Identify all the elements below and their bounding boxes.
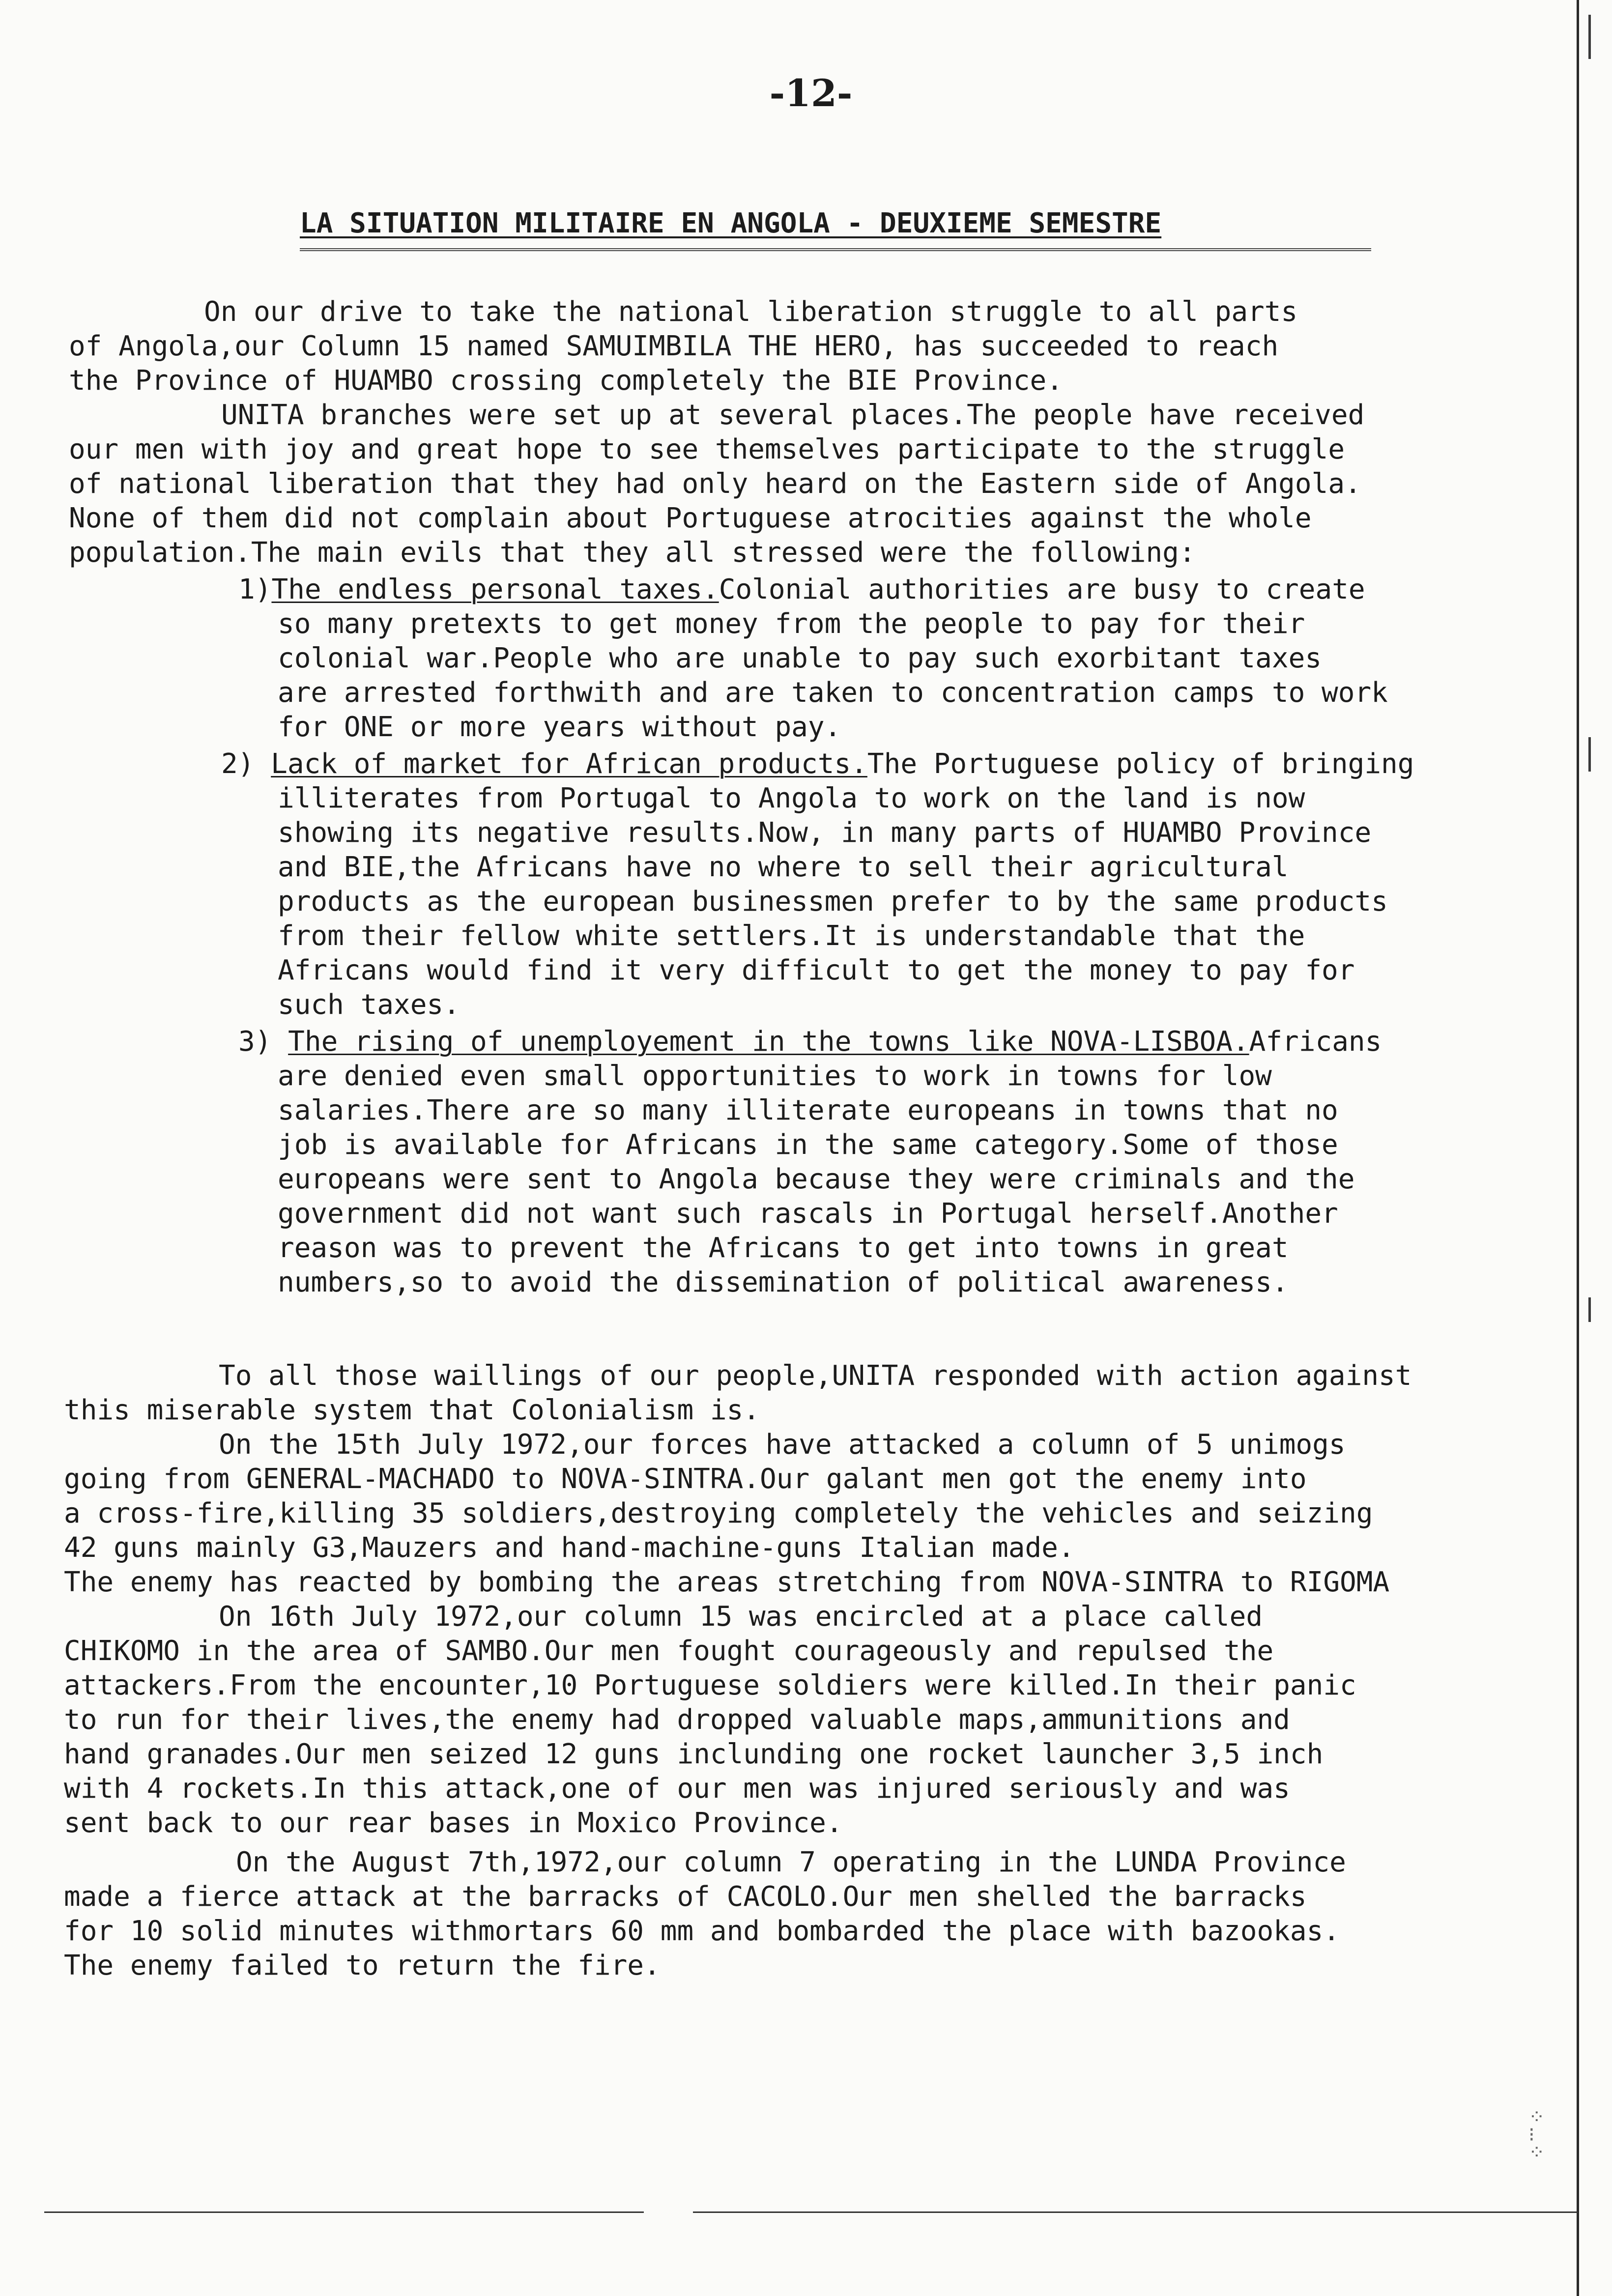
text-line: to run for their lives,the enemy had dropped valuable maps,ammunitions and: [64, 1704, 1290, 1736]
text-line: Africans would find it very difficult to get the money to pay for: [278, 954, 1355, 986]
underlined-heading: The endless personal taxes.: [271, 574, 719, 605]
text-line: of national liberation that they had only heard on the Eastern side of Angola.: [69, 468, 1361, 500]
text-line: job is available for Africans in the same category.Some of those: [278, 1129, 1338, 1161]
line-continuation: Colonial authorities are busy to create: [719, 574, 1365, 605]
text-line: salaries.There are so many illiterate europeans in towns that no: [278, 1094, 1338, 1126]
list-marker: 3): [238, 1026, 288, 1058]
text-line: such taxes.: [278, 989, 460, 1021]
list-marker: 2): [221, 748, 271, 780]
text-line: europeans were sent to Angola because they were criminals and the: [278, 1163, 1355, 1195]
text-line: population.The main evils that they all stressed were the following:: [69, 537, 1196, 569]
text-line: colonial war.People who are unable to pay such exorbitant taxes: [278, 642, 1322, 674]
underlined-heading: Lack of market for African products.: [271, 748, 867, 780]
text-line: The enemy has reacted by bombing the areas stretching from NOVA-SINTRA to RIGOMA: [64, 1566, 1390, 1598]
text-line: sent back to our rear bases in Moxico Province.: [64, 1807, 843, 1839]
text-line: with 4 rockets.In this attack,one of our men was injured seriously and was: [64, 1773, 1290, 1805]
bottom-rule-left: [44, 2211, 644, 2213]
title-double-underline: [300, 248, 1371, 251]
text-line: products as the european businessmen prefer to by the same products: [278, 886, 1388, 918]
text-line: To all those waillings of our people,UNITA responded with action against: [219, 1360, 1412, 1392]
text-line: CHIKOMO in the area of SAMBO.Our men fought courageously and repulsed the: [64, 1635, 1274, 1667]
text-line: reason was to prevent the Africans to get into towns in great: [278, 1232, 1289, 1264]
text-line: On 16th July 1972,our column 15 was encircled at a place called: [219, 1601, 1263, 1633]
text-line: so many pretexts to get money from the people to pay for their: [278, 608, 1305, 640]
text-line: UNITA branches were set up at several places.The people have received: [221, 399, 1365, 431]
line-continuation: The Portuguese policy of bringing: [867, 748, 1414, 780]
text-line: this miserable system that Colonialism is.: [64, 1394, 760, 1426]
text-line: [221, 747, 1414, 781]
text-line: our men with joy and great hope to see themselves participate to the struggle: [69, 433, 1345, 465]
text-line: None of them did not complain about Portuguese atrocities against the whole: [69, 502, 1312, 534]
text-line: a cross-fire,killing 35 soldiers,destroying completely the vehicles and seizing: [64, 1497, 1373, 1529]
text-line: [238, 1025, 1382, 1059]
text-line: are denied even small opportunities to work in towns for low: [278, 1060, 1272, 1092]
text-line: going from GENERAL-MACHADO to NOVA-SINTRA.Our galant men got the enemy into: [64, 1463, 1307, 1495]
line-continuation: Africans: [1249, 1026, 1382, 1058]
page-number: -12-: [769, 71, 853, 115]
text-line: hand granades.Our men seized 12 guns inclunding one rocket launcher 3,5 inch: [64, 1738, 1324, 1770]
text-line: for ONE or more years without pay.: [278, 711, 841, 743]
text-line: attackers.From the encounter,10 Portuguese soldiers were killed.In their panic: [64, 1669, 1356, 1701]
text-line: On the 15th July 1972,our forces have attacked a column of 5 unimogs: [219, 1429, 1346, 1461]
text-line: illiterates from Portugal to Angola to work on the land is now: [278, 782, 1305, 814]
text-line: the Province of HUAMBO crossing completely the BIE Province.: [69, 365, 1063, 397]
document-title: LA SITUATION MILITAIRE EN ANGOLA - DEUXIEME SEMESTRE: [300, 207, 1162, 239]
text-line: numbers,so to avoid the dissemination of political awareness.: [278, 1266, 1289, 1298]
text-line: and BIE,the Africans have no where to sell their agricultural: [278, 851, 1289, 883]
right-margin-rule: [1577, 0, 1579, 2296]
text-line: made a fierce attack at the barracks of CACOLO.Our men shelled the barracks: [64, 1881, 1307, 1913]
margin-scribble: ⁘ ⁝ ⁘: [1528, 2106, 1545, 2164]
underlined-heading: The rising of unemployement in the towns like NOVA-LISBOA.: [288, 1026, 1249, 1058]
text-line: from their fellow white settlers.It is understandable that the: [278, 920, 1305, 952]
text-line: On the August 7th,1972,our column 7 operating in the LUNDA Province: [236, 1846, 1346, 1878]
text-line: [238, 573, 1365, 607]
text-line: of Angola,our Column 15 named SAMUIMBILA THE HERO, has succeeded to reach: [69, 330, 1279, 362]
text-line: On our drive to take the national liberation struggle to all parts: [204, 296, 1298, 328]
text-line: 42 guns mainly G3,Mauzers and hand-machine-guns Italian made.: [64, 1532, 1075, 1564]
list-marker: 1): [238, 574, 272, 605]
text-line: are arrested forthwith and are taken to concentration camps to work: [278, 677, 1388, 709]
text-line: The enemy failed to return the fire.: [64, 1950, 661, 1981]
bottom-rule-right: [693, 2211, 1578, 2213]
text-line: government did not want such rascals in Portugal herself.Another: [278, 1198, 1338, 1230]
text-line: showing its negative results.Now, in many parts of HUAMBO Province: [278, 817, 1372, 849]
text-line: for 10 solid minutes withmortars 60 mm and bombarded the place with bazookas.: [64, 1915, 1340, 1947]
